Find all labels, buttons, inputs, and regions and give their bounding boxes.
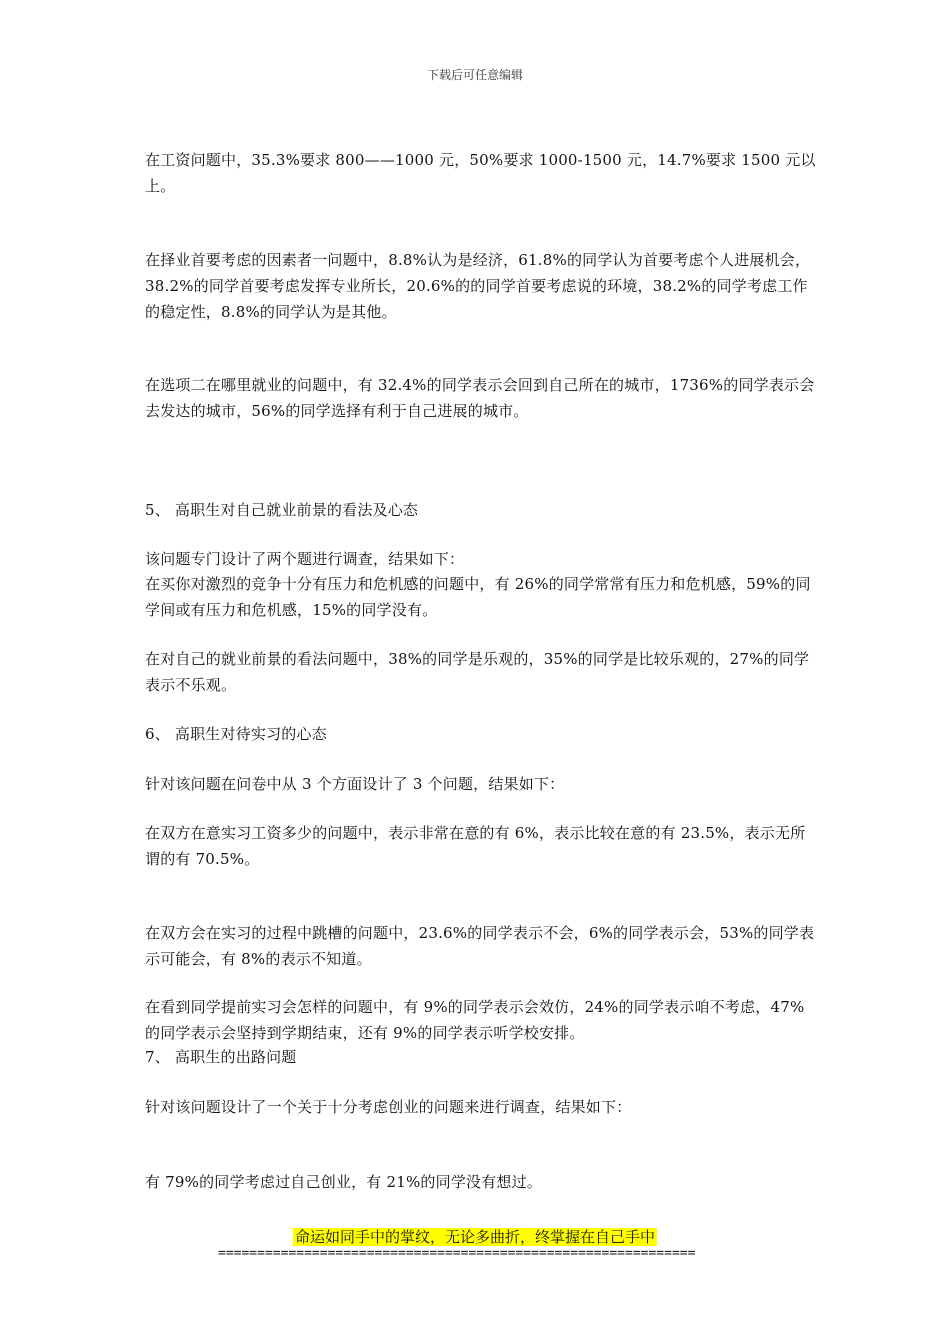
section-heading-6: 6、 高职生对待实习的心态 [145, 725, 327, 743]
paragraph-entrepreneurship: 有 79%的同学考虑过自己创业，有 21%的同学没有想过。 [145, 1173, 543, 1191]
footer-slogan-text: 命运如同手中的掌纹，无论多曲折，终掌握在自己手中 [294, 1228, 655, 1246]
footer-slogan [0, 1226, 950, 1248]
paragraph-outlook: 在对自己的就业前景的看法问题中，38%的同学是乐观的，35%的同学是比较乐观的，27%的同学表示不乐观。 [145, 650, 810, 694]
paragraph-employment-location: 在选项二在哪里就业的问题中，有 32.4%的同学表示会回到自己所在的城市，1736%的同学表示会去发达的城市，56%的同学选择有利于自己进展的城市。 [145, 376, 815, 420]
paragraph-salary: 在工资问题中，35.3%要求 800——1000 元，50%要求 1000-1500 元，14.7%要求 1500 元以上。 [145, 151, 816, 195]
footer-divider-rule: ============================================================= [218, 1246, 696, 1261]
paragraph-intro-6: 针对该问题在问卷中从 3 个方面设计了 3 个问题，结果如下： [145, 775, 565, 793]
paragraph-early-internship: 在看到同学提前实习会怎样的问题中，有 9%的同学表示会效仿，24%的同学表示咱不考虑，47%的同学表示会坚持到学期结束，还有 9%的同学表示听学校安排。 [145, 998, 805, 1042]
page-header-note: 下载后可任意编辑 [426, 68, 523, 82]
paragraph-job-hopping: 在双方会在实习的过程中跳槽的问题中，23.6%的同学表示不会，6%的同学表示会，53%的同学表示可能会，有 8%的表示不知道。 [145, 924, 815, 968]
paragraph-career-factors: 在择业首要考虑的因素者一问题中，8.8%认为是经济，61.8%的同学认为首要考虑个人进展机会，38.2%的同学首要考虑发挥专业所长，20.6%的的同学首要考虑说的环境，38.2%的同学考虑工作的稳定性，8.8%的同学认为是其他。 [145, 251, 811, 321]
section-heading-7: 7、 高职生的出路问题 [145, 1048, 297, 1066]
paragraph-pressure: 在买你对激烈的竞争十分有压力和危机感的问题中，有 26%的同学常常有压力和危机感，59%的同学间或有压力和危机感，15%的同学没有。 [145, 575, 811, 619]
section-heading-5: 5、 高职生对自己就业前景的看法及心态 [145, 501, 419, 519]
paragraph-intro-5: 该问题专门设计了两个题进行调查，结果如下： [145, 550, 465, 568]
paragraph-internship-salary: 在双方在意实习工资多少的问题中，表示非常在意的有 6%，表示比较在意的有 23.5%，表示无所谓的有 70.5%。 [145, 824, 806, 868]
paragraph-intro-7: 针对该问题设计了一个关于十分考虑创业的问题来进行调查，结果如下： [145, 1098, 632, 1116]
